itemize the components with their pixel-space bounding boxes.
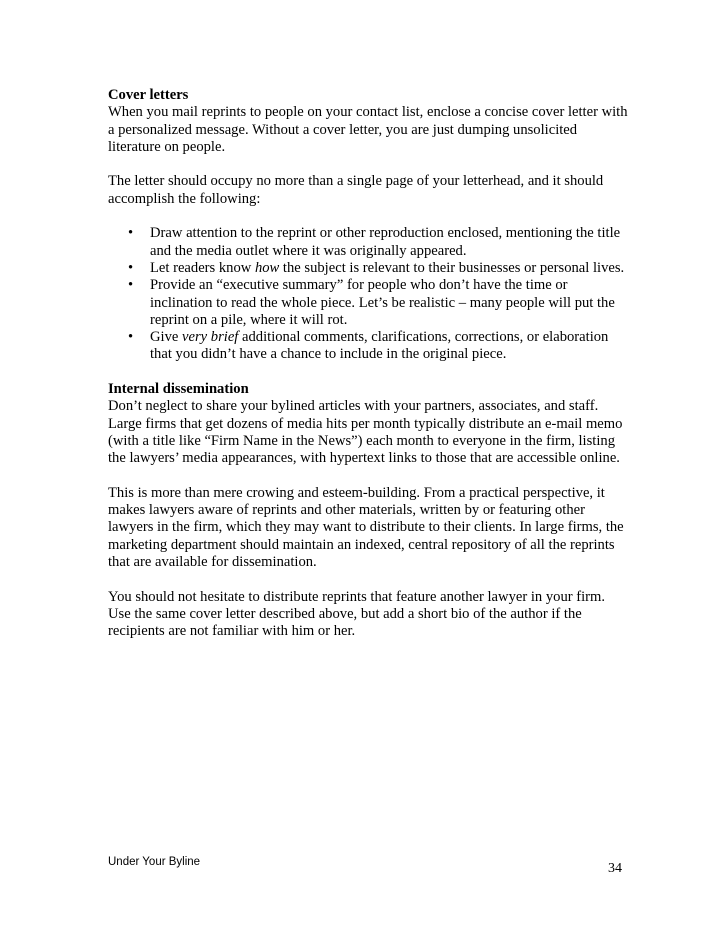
footer-document-title: Under Your Byline bbox=[108, 856, 201, 868]
bullet-icon: • bbox=[128, 277, 134, 294]
list-item-emphasis: very brief bbox=[182, 329, 239, 346]
list-item bbox=[108, 260, 628, 277]
cover-letters-paragraph-1: When you mail reprints to people on your contact list, enclose a concise cover letter with a personalized message. Without a cover letter, you are just dumping unsolicited literature on people. bbox=[108, 104, 628, 155]
list-item bbox=[108, 225, 628, 260]
list-item-text-continued: the subject is relevant to their businesses or personal lives. bbox=[279, 259, 625, 276]
page-number: 34 bbox=[608, 861, 622, 876]
list-item bbox=[108, 329, 628, 364]
internal-dissemination-paragraph-3: You should not hesitate to distribute reprints that feature another lawyer in your firm. Use the same cover letter described above, but add a short bio of the author if the recipients are not familiar with him or her. bbox=[108, 588, 606, 640]
cover-letter-goals-list bbox=[108, 225, 628, 363]
list-item bbox=[108, 277, 628, 329]
list-item-text: Draw attention to the reprint or other reproduction enclosed, mentioning the title and the media outlet where it was originally appeared. bbox=[150, 225, 621, 259]
cover-letters-paragraph-2: The letter should occupy no more than a single page of your letterhead, and it should accomplish the following: bbox=[108, 173, 604, 207]
page-body bbox=[108, 87, 628, 658]
bullet-icon: • bbox=[128, 259, 134, 276]
list-item-emphasis: how bbox=[254, 259, 280, 276]
list-item-text: Provide an “executive summary” for people who don’t have the time or inclination to read the whole piece. Let’s be realistic – many people will put the reprint on a pile, where it will rot. bbox=[150, 277, 615, 328]
section-heading-cover-letters: Cover letters bbox=[108, 87, 189, 103]
list-item-text-continued: additional comments, clarifications, corrections, or elaboration that you didn’t have a chance to include in the original piece. bbox=[150, 329, 609, 363]
internal-dissemination-paragraph-1: Don’t neglect to share your bylined articles with your partners, associates, and staff. Large firms that get dozens of media hits per month typically distribute an e-mail memo (with a title like “Firm Name in the News”) each month to everyone in the firm, listing the lawyers’ media appearances, with hypertext links to those that are accessible online. bbox=[108, 398, 623, 467]
bullet-icon: • bbox=[128, 329, 134, 346]
bullet-icon: • bbox=[128, 225, 134, 242]
internal-dissemination-paragraph-2: This is more than mere crowing and esteem-building. From a practical perspective, it makes lawyers aware of reprints and other materials, written by or featuring other lawyers in the firm, which they may want to distribute to their clients. In large firms, the marketing department should maintain an indexed, central repository of all the reprints that are available for dissemination. bbox=[108, 484, 624, 571]
list-item-text: Give bbox=[150, 329, 183, 346]
list-item-text: Let readers know bbox=[150, 259, 255, 276]
section-heading-internal-dissemination: Internal dissemination bbox=[108, 381, 249, 398]
